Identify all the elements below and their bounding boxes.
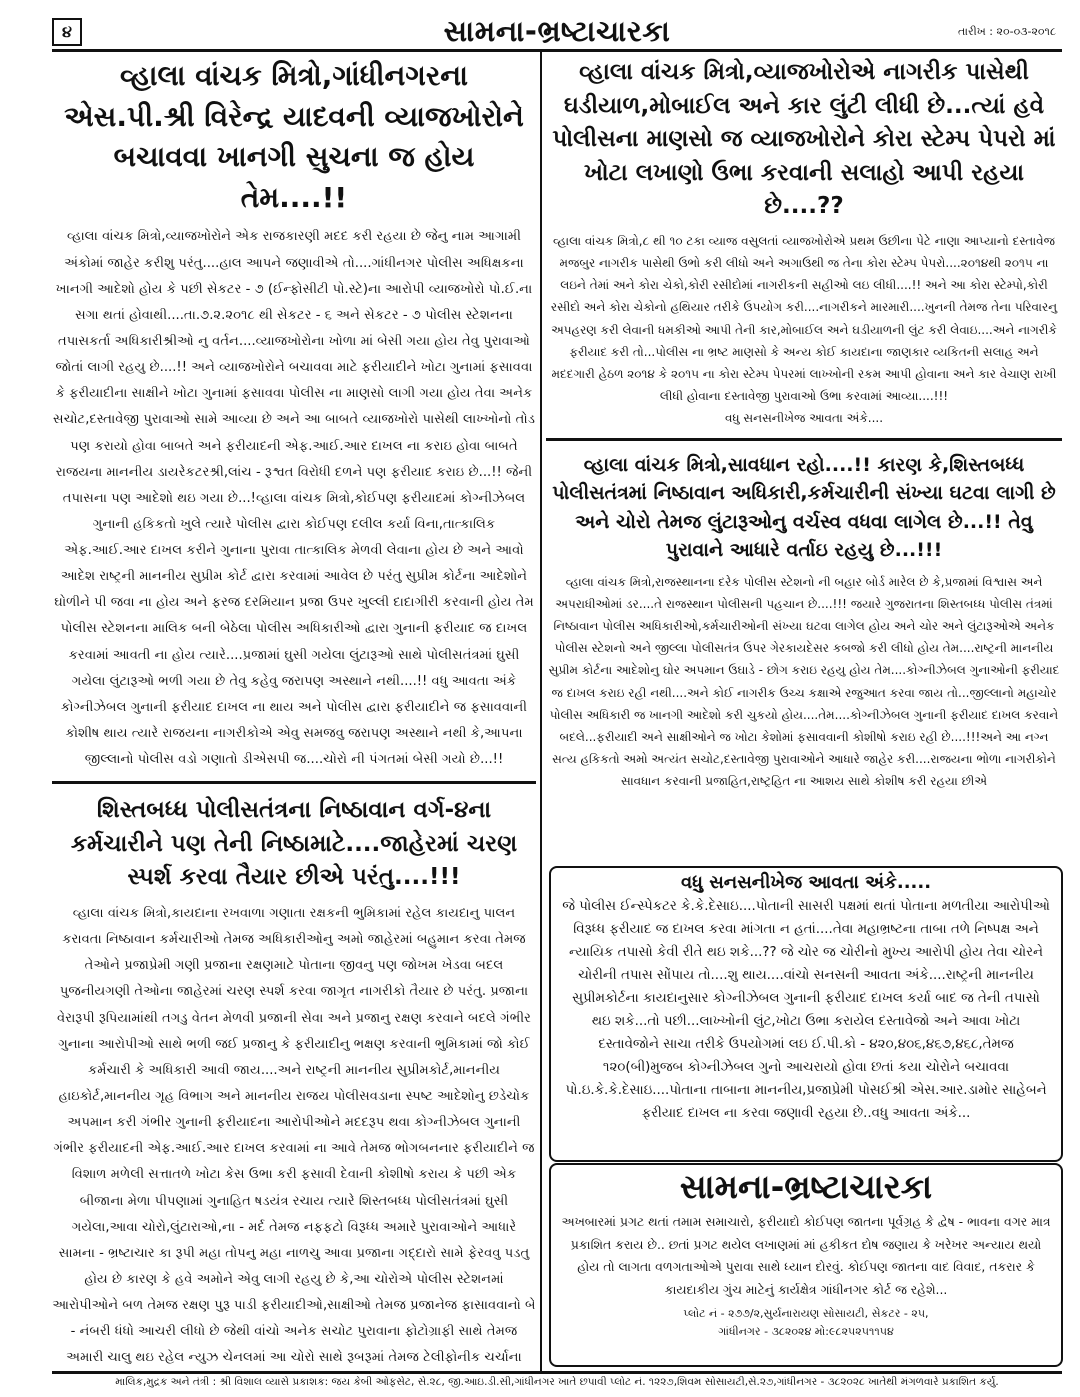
page-number: ૪ [52,18,82,46]
article3-headline: વ્હાલા વાંચક મિત્રો,વ્યાજખોરોએ નાગરીક પાસેથી ઘડીયાળ,મોબાઈલ અને કાર લુંટી લીધી છે...ત્યાં હવે પોલીસના માણસો જ વ્યાજખોરોને કોરા સ્ટેમ્પ પેપરો માં ખોટા લખાણો ઉભા કરવાની સલાહો આપી રહયા છે....?? [552,59,1056,220]
article-separator [52,781,536,784]
article4-body: વ્હાલા વાંચક મિત્રો,રાજસ્થાનના દરેક પોલીસ સ્ટેશનો ની બહાર બોર્ડ મારેલ છે કે,પ્રજામાં વિશ્વાસ અને અપરાધીઓમાં ડર....તે રાજસ્થાન પોલીસની પહચાન છે....!!! જયારે ગુજરાતના શિસ્તબધ્ધ પોલીસ તંત્રમાં નિષ્ઠાવાન પોલીસ અધિકારીઓ,કર્મચારીઓની સંખ્યા ઘટવા લાગેલ હોય અને ચોર અને લુંટારૂઓએ અનેક પોલીસ સ્ટેશનો અને જીલ્લા પોલીસતંત્ર ઉપર ગેરકાયદેસર કબજો કરી લીધો હોય તેમ....રાષ્ટ્રની માનનીય સુપ્રીમ કોર્ટના આદેશોનુ ઘોર અપમાન ઉઘાડે - છોગ કરાઇ રહયુ હોય તેમ....કોગ્નીઝેબલ ગુનાઓની ફરીયાદ જ દાખલ કરાઇ રહી નથી....અને કોઈ નાગરીક ઉચ્ચ કક્ષાએ રજુઆત કરવા જાય તો...જીલ્લાનો મહાચોર પોલીસ અધિકારી જ ખાનગી આદેશો કરી ચુકયો હોય....તેમ....કોગ્નીઝેબલ ગુનાની ફરીયાદ દાખલ કરવાને બદલે...ફરીયાદી અને સાક્ષીઓને જ ખોટા કેશોમાં ફસાવવાની કોશીષો કરાઇ રહી છે....!!!અને આ નગ્ન સત્ય હકિકતો અમો અત્યંત સચોટ,દસ્તાવેજી પુરાવાઓને આધારે જાહેર કરી....રાજયના ભોળા નાગરીકોને સાવધાન કરવાની પ્રજાહિત,રાષ્ટ્રહિત ના આશય સાથે કોશીષ કરી રહયા છીએ [548,574,1060,789]
footer-rule [52,1371,1062,1374]
sensational-next-box [549,866,1063,1162]
address-line-1: પ્લોટ નં - ૨૭૭/૨,સુર્યનારાયણ સોસાયટી, સેકટર - ૨૫, [683,1307,929,1321]
article3-body: વ્હાલા વાંચક મિત્રો,૮ થી ૧૦ ટકા વ્યાજ વસુલતાં વ્યાજખોરોએ પ્રથમ ઉછીના પેટે નાણા આપ્યાનો દસ્તાવેજ મજબુર નાગરીક પાસેથી ઉભો કરી લીધો અને અગાઉથી જ તેના કોરા સ્ટેમ્પ પેપરો....૨૦૧૪થી ૨૦૧૫ ના લઇને તેમાં અને કોરા ચેકો,કોરી રસીદોમાં નાગરીકની સહીઓ લઇ લીધી....!! અને આ કોરા સ્ટેમ્પો,કોરી રસીદો અને કોરા ચેકોનો હથિયાર તરીકે ઉપયોગ કરી....નાગરીકને મારમારી....ખુનની તેમજ તેના પરિવારનુ અપહરણ કરી લેવાની ધમકીઓ આપી તેની કાર,મોબાઈલ અને ઘડીયાળની લુંટ કરી લેવાઇ....અને નાગરીકે ફરીયાદ કરી તો...પોલીસ ના ભ્રષ્ટ માણસો કે અન્ય કોઈ કાયદાના જાણકાર વ્યકિતની સલાહ અને મદદગારી હેઠળ ૨૦૧૪ કે ૨૦૧૫ ના કોરા સ્ટેમ્પ પેપરમાં લાખ્ખોની રકમ આપી હોવાના અને કાર વેચાણ રાખી લીધી હોવાના દસ્તાવેજી પુરાવાઓ ઉભા કરવામાં આવ્યા....!!! [550,233,1058,404]
disclaimer-text: અખબારમાં પ્રગટ થતાં તમામ સમાચારો, ફરીયાદો કોઈપણ જાતના પૂર્વગ્રહ કે દ્વેષ - ભાવના વગર માત્ર પ્રકાશિત કરાય છે.. છતાં પ્રગટ થયેલ લખાણમાં માં હકીકત દોષ જણાય કે ખરેખર અન્યાય થયો હોય તો લાગતા વળગતાઓએ પુરાવા સાથે ધ્યાન દોરવું. કોઈપણ જાતના વાદ વિવાદ, તકરાર કે કાયદાકીય ગુંચ માટેનું કાર્યક્ષેત્ર ગાંધીનગર કોર્ટ જ રહેશે... [561,1214,1051,1297]
issue-date: તારીખ : ૨૦-૦૩-૨૦૧૮ [957,25,1056,38]
article2-headline: શિસ્તબધ્ધ પોલીસતંત્રના નિષ્ઠાવાન વર્ગ-૪ના કર્મચારીને પણ તેની નિષ્ઠામાટે....જાહેરમાં ચરણ સ્પર્શ કરવા તૈયાર છીએ પરંતુ....!!! [70,797,518,891]
address-line-2: ગાંધીનગર - ૩૮૨૦૨૪ મો:૯૮૨૫૨૫૧૧૫૪ [718,1324,894,1338]
header-rule [52,49,1062,52]
left-column [52,56,536,1370]
imprint-footer: માલિક,મુદ્રક અને તંત્રી : શ્રી વિશાલ વ્યાસે પ્રકાશક: જય કેબી ઓફસેટ, સે.૨૮, જી.આઇ.ડી.સી,ગાંધીનગર ખાતે છપાવી પ્લોટ નં. ૧૨૨૭,શિવમ સોસાયટી,સે.૨૭,ગાંધીનગર - ૩૮૨૦૨૮ ખાતેથી મંગળવારે પ્રકાશિત કર્યુ. [115,1376,999,1388]
article4-headline: વ્હાલા વાંચક મિત્રો,સાવધાન રહો....!! કારણ કે,શિસ્તબધ્ધ પોલીસતંત્રમાં નિષ્ઠાવાન અધિકારી,કર્મચારીની સંખ્યા ઘટવા લાગી છે અને ચોરો તેમજ લુંટારૂઓનુ વર્ચસ્વ વધવા લાગેલ છે...!! તેવુ પુરાવાને આધારે વર્તાઇ રહયુ છે...!!! [552,453,1056,562]
article3-more: વધુ સનસનીખેજ આવતા અંકે.... [724,411,884,426]
sensational-box-body: જે પોલીસ ઈન્સ્પેકટર કે.કે.દેસાઇ....પોતાની સાસરી પક્ષમાં થતાં પોતાના મળતીયા આરોપીઓ વિરૂધ્ધ ફરીયાદ જ દાખલ કરવા માંગતા ન હતાં....તેવા મહાભ્રષ્ટના તાબા તળે નિષ્પક્ષ અને ન્યાયિક તપાસો કેવી રીતે થઇ શકે...?? જે ચોર જ ચોરીનો મુખ્ય આરોપી હોય તેવા ચોરને ચોરીની તપાસ સોંપાય તો....શુ થાય....વાંચો સનસની આવતા અંકે....રાષ્ટ્રની માનનીય સુપ્રીમકોર્ટના કાયદાનુસાર કોગ્નીઝેબલ ગુનાની ફરીયાદ દાખલ કર્યા બાદ જ તેની તપાસો થઇ શકે...તો પછી...લાખ્ખોની લુંટ,ખોટા ઉભા કરાયેલ દસ્તાવેજો અને આવા ખોટા દસ્તાવેજોને સાચા તરીકે ઉપયોગમાં લઇ ઈ.પી.કો - ૪૨૦,૪૦૬,૪૬૭,૪૬૮,તેમજ ૧૨૦(બી)મુજબ કોગ્નીઝેબલ ગુનો આચરાયો હોવા છતાં કયા ચોરોને બચાવવા પો.ઇ.કે.કે.દેસાઇ....પોતાના તાબાના માનનીય,પ્રજાપ્રેમી પોસઈશ્રી એસ.આર.ડામોર સાહેબને ફરીયાદ દાખલ ના કરવા જણાવી રહયા છે..વધુ આવતા અંકે... [562,899,1050,1122]
article1-headline: વ્હાલા વાંચક મિત્રો,ગાંધીનગરના એસ.પી.શ્રી વિરેન્દ્ર યાદવની વ્યાજખોરોને બચાવવા ખાનગી સુચના જ હોય તેમ....!! [64,59,524,214]
publisher-box-title: સામના-ભ્રષ્ટાચારકા [679,1167,933,1206]
article1-body: વ્હાલા વાંચક મિત્રો,વ્યાજખોરોને એક રાજકારણી મદદ કરી રહયા છે જેનુ નામ આગામી અંકોમાં જાહેર કરીશુ પરંતુ....હાલ આપને જણાવીએ તો....ગાંધીનગર પોલીસ અધિક્ષકના ખાનગી આદેશો હોય કે પછી સેકટર - ૭ (ઈન્ફોસીટી પો.સ્ટે)ના આરોપી વ્યાજખોરો પો.ઈ.ના સગા થતાં હોવાથી....તા.૭.૨.૨૦૧૮ થી સેકટર - ૬ અને સેકટર - ૭ પોલીસ સ્ટેશનના તપાસકર્તા અધિકારીશ્રીઓ નુ વર્તન....વ્યાજખોરોના ખોળા માં બેસી ગયા હોય તેવુ પુરાવાઓ જોતાં લાગી રહયુ છે....!! અને વ્યાજખોરોને બચાવવા માટે ફરીયાદીને ખોટા ગુનામાં ફસાવવા કે ફરીયાદીના સાક્ષીને ખોટા ગુનામાં ફસાવવા પોલીસ ના માણસો લાગી ગયા હોય તેવા અનેક સચોટ,દસ્તાવેજી પુરાવાઓ સામે આવ્યા છે અને આ બાબતે વ્યાજખોરો પાસેથી લાખ્ખોનો તોડ પણ કરાયો હોવા બાબતે અને ફરીયાદની એફ.આઈ.આર દાખલ ના કરાઇ હોવા બાબતે રાજયના માનનીય ડાયરેકટરશ્રી,લાંચ - રૂશ્વત વિરોધી દળને પણ ફરીયાદ કરાઇ છે...!! જેની તપાસના પણ આદેશો થઇ ગયા છે...!વ્હાલા વાંચક મિત્રો,કોઈપણ ફરીયાદમાં કોગ્નીઝેબલ ગુનાની હકિકતો ખુલે ત્યારે પોલીસ દ્વારા કોઈપણ દલીલ કર્યા વિના,તાત્કાલિક એફ.આઈ.આર દાખલ કરીને ગુનાના પુરાવા તાત્કાલિક મેળવી લેવાના હોય છે અને આવો આદેશ રાષ્ટ્રની માનનીય સુપ્રીમ કોર્ટ દ્વારા કરવામાં આવેલ છે પરંતુ સુપ્રીમ કોર્ટના આદેશોને ઘોળીને પી જવા ના હોય અને ફરજ દરમિયાન પ્રજા ઉપર ખુલ્લી દાદાગીરી કરવાની હોય તેમ પોલીસ સ્ટેશનના માલિક બની બેઠેલા પોલીસ અધિકારીઓ દ્વારા ગુનાની ફરીયાદ જ દાખલ કરવામાં આવતી ના હોય ત્યારે....પ્રજામાં ઘુસી ગયેલા લુંટારૂઓ સાથે પોલીસતંત્રમાં ઘુસી ગયેલા લુંટારૂઓ ભળી ગયા છે તેવુ કહેવુ જરાપણ અસ્થાને નથી....!! વધુ આવતા અંકે કોગ્નીઝેબલ ગુનાની ફરીયાદ દાખલ ના થાય અને પોલીસ દ્વારા ફરીયાદીને જ ફસાવવાની કોશીષ થાય ત્યારે રાજયના નાગરીકોએ એવુ સમજવુ જરાપણ અસ્થાને નથી કે,આપના જીલ્લાનો પોલીસ વડો ગણાતો ડીએસપી જ....ચોરો ની પંગતમાં બેસી ગયો છે...!! [53,229,535,768]
article2-body: વ્હાલા વાંચક મિત્રો,કાયદાના રખવાળા ગણાતા રક્ષકની ભુમિકામાં રહેલ કાયદાનુ પાલન કરાવતા નિષ્ઠાવાન કર્મચારીઓ તેમજ અધિકારીઓનુ અમો જાહેરમાં બહુમાન કરવા તેમજ તેઓને પ્રજાપ્રેમી ગણી પ્રજાના રક્ષણમાટે પોતાના જીવનુ પણ જોખમ ખેડવા બદલ પુજનીયગણી તેઓના જાહેરમાં ચરણ સ્પર્શ કરવા જાગૃત નાગરીકો તૈયાર છે પરંતુ. પ્રજાના વેરારૂપી રૂપિયામાંથી તગડુ વેતન મેળવી પ્રજાની સેવા અને પ્રજાનુ રક્ષણ કરવાને બદલે ગંભીર ગુનાના આરોપીઓ સાથે ભળી જઈ પ્રજાનુ કે ફરીયાદીનુ ભક્ષણ કરવાની ભુમિકામાં જો કોઈ કર્મચારી કે અધિકારી આવી જાય....અને રાષ્ટ્રની માનનીય સુપ્રીમકોર્ટ,માનનીય હાઇકોર્ટ,માનનીય ગૃહ વિભાગ અને માનનીય રાજય પોલીસવડાના સ્પષ્ટ આદેશોનુ છડેચોક અપમાન કરી ગંભીર ગુનાની ફરીયાદના આરોપીઓને મદદરૂપ થવા કોગ્નીઝેબલ ગુનાની ગંભીર ફરીયાદની એફ.આઈ.આર દાખલ કરવામાં ના આવે તેમજ ભોગબનનાર ફરીયાદીને જ વિશાળ મળેલી સત્તાતળે ખોટા કેસ ઉભા કરી ફસાવી દેવાની કોશીષો કરાય કે પછી એક બીજાના મેળા પીપણામાં ગુનાહિત ષડયંત્ર રચાય ત્યારે શિસ્તબધ્ધ પોલીસતંત્રમાં ઘુસી ગયેલા,આવા ચોરો,લુંટારાઓ,ના - મર્દ તેમજ નફફટો વિરૂધ્ધ અમારે પુરાવાઓને આધારે સામના - ભ્રષ્ટાચાર કા રૂપી મહા તોપનુ મહા નાળચુ આવા પ્રજાના ગદ્દારો સામે ફેરવવુ પડતુ હોય છે કારણ કે હવે અમોને એવુ લાગી રહયુ છે કે,આ ચોરોએ પોલીસ સ્ટેશનમાં આરોપીઓને બળ તેમજ રક્ષણ પુરૂ પાડી ફરીયાદીઓ,સાક્ષીઓ તેમજ પ્રજાનેજ ફાસાવવાનો બે - નંબરી ધંધો આચરી લીધો છે જેથી વાંચો અનેક સચોટ પુરાવાના ફોટોગ્રાફી સાથે તેમજ અમારી ચાલુ થઇ રહેલ ન્યુઝ ચેનલમાં આ ચોરો સાથે રૂબરૂમાં તેમજ ટેલીફોનીક ચર્ચાના [52,906,536,1366]
column-divider [540,51,542,1371]
right-column [546,56,1062,862]
masthead-title: સામના-ભ્રષ્ટાચારકા [443,14,671,48]
publisher-box [549,1163,1063,1367]
article-separator [546,438,1062,441]
sensational-box-title: વધુ સનસનીખેજ આવતા અંકે..... [680,872,932,893]
page-header [52,14,1062,48]
